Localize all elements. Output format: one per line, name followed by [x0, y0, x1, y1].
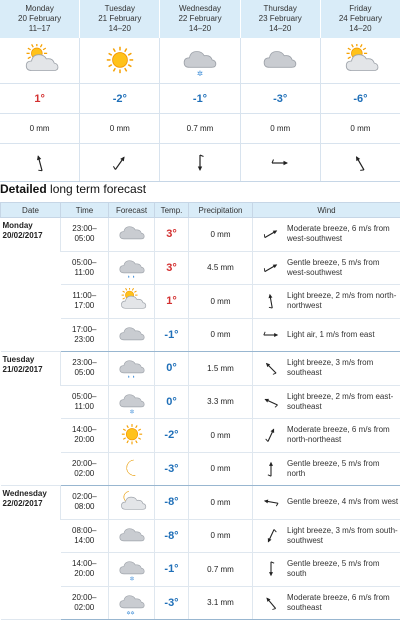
time-cell [61, 553, 109, 587]
wind-wrap [255, 287, 399, 315]
cloud-rain-icon [109, 255, 154, 281]
time-cell [61, 586, 109, 620]
forecast-cell [109, 285, 155, 319]
wind-direction-icon [255, 354, 287, 382]
wind-wrap [255, 388, 399, 416]
time-end: 11:00 [74, 267, 94, 277]
day-header [321, 0, 400, 38]
day-header-range: 14–20 [108, 24, 131, 33]
day-temp: -1° [160, 84, 240, 113]
wind-cell [253, 519, 400, 553]
day-temp: 1° [0, 84, 80, 113]
time-end: 23:00 [74, 334, 95, 344]
wind-direction-icon [80, 144, 160, 181]
day-temp: -2° [80, 84, 160, 113]
precip-cell: 0 mm [189, 519, 253, 553]
temp-cell: -1° [155, 318, 189, 352]
day-header-date: 22 February [178, 14, 222, 23]
wind-cell [253, 285, 400, 319]
wind-direction-icon [160, 144, 240, 181]
day-precip-row [0, 114, 400, 144]
cloud-snow2-icon [109, 590, 154, 616]
time-cell [61, 519, 109, 553]
wind-direction-icon [255, 287, 287, 315]
time-end: 05:00 [74, 234, 95, 244]
day-precip: 0 mm [241, 114, 321, 143]
wind-cell [253, 218, 400, 252]
wind-cell [253, 385, 400, 419]
time-start: 17:00– [72, 324, 97, 334]
day-header-date: 23 February [258, 14, 302, 23]
time-cell [61, 486, 109, 520]
col-header-wind: Wind [253, 203, 400, 218]
temp-cell: -1° [155, 553, 189, 587]
time-start: 20:00– [72, 592, 97, 602]
time-start: 02:00– [72, 492, 97, 502]
temp-cell: -3° [155, 586, 189, 620]
day-precip: 0 mm [80, 114, 160, 143]
table-row [1, 486, 400, 520]
day-temp-row [0, 84, 400, 114]
partly-cloudy-icon [0, 38, 80, 83]
partly-cloudy-icon [109, 288, 154, 314]
precip-cell: 1.5 mm [189, 352, 253, 386]
wind-direction-icon [255, 522, 287, 550]
wind-cell [253, 251, 400, 285]
forecast-cell [109, 318, 155, 352]
wind-wrap [255, 488, 399, 516]
table-row [1, 586, 400, 620]
wind-cell [253, 419, 400, 453]
svg-text:✲: ✲ [129, 409, 134, 415]
wind-description: Moderate breeze, 6 m/s from north-northeast [287, 425, 390, 445]
wind-description: Light breeze, 2 m/s from north-northwest [287, 291, 397, 311]
table-header-row [1, 203, 400, 218]
wind-direction-icon [241, 144, 321, 181]
wind-wrap [255, 220, 399, 248]
cloud-snow-icon [109, 389, 154, 415]
day-header-range: 14–20 [269, 24, 292, 33]
svg-text:✲: ✲ [196, 68, 204, 78]
wind-direction-icon [0, 144, 80, 181]
wind-description: Gentle breeze, 5 m/s from south [287, 559, 380, 579]
time-start: 23:00– [72, 224, 97, 234]
wind-description: Light breeze, 2 m/s from east-southeast [287, 391, 394, 411]
date-value: 22/02/2017 [2, 499, 43, 508]
date-value: 21/02/2017 [2, 365, 43, 374]
day-temp: -6° [353, 92, 368, 105]
day-header [241, 0, 321, 38]
time-end: 02:00 [74, 602, 95, 612]
wind-direction-icon [255, 589, 287, 617]
time-end: 20:00 [74, 435, 95, 445]
temp-cell: 3° [155, 251, 189, 285]
wind-wrap [255, 522, 399, 550]
temp-cell: -2° [155, 419, 189, 453]
table-row [1, 519, 400, 553]
wind-direction-icon [255, 388, 287, 416]
time-cell [61, 385, 109, 419]
table-row [1, 318, 400, 352]
precip-cell: 0 mm [189, 452, 253, 486]
temp-cell: 0° [155, 352, 189, 386]
wind-cell [253, 318, 400, 352]
day-header-name: Thursday [263, 4, 297, 13]
forecast-cell [109, 553, 155, 587]
forecast-cell [109, 519, 155, 553]
time-start: 11:00– [72, 291, 97, 301]
temp-cell: -3° [155, 452, 189, 486]
temp-cell: 1° [155, 285, 189, 319]
precip-cell: 0 mm [189, 285, 253, 319]
wind-description: Moderate breeze, 6 m/s from southeast [287, 592, 390, 612]
wind-direction-icon [321, 144, 400, 181]
time-cell [61, 218, 109, 252]
day-header [160, 0, 240, 38]
table-row [1, 385, 400, 419]
time-end: 17:00 [74, 301, 95, 311]
time-end: 08:00 [74, 502, 95, 512]
day-precip: 0 mm [350, 124, 371, 133]
day-header-name: Monday [25, 4, 54, 13]
day-header-date: 24 February [338, 14, 382, 23]
forecast-cell [109, 452, 155, 486]
wind-direction-icon [255, 488, 287, 516]
day-header-date: 20 February [18, 14, 62, 23]
precip-cell: 4.5 mm [189, 251, 253, 285]
time-cell [61, 318, 109, 352]
col-header-temp: Temp. [155, 203, 189, 218]
day-header-range: 14–20 [188, 24, 212, 33]
precip-cell: 3.1 mm [189, 586, 253, 620]
precip-cell: 0 mm [189, 419, 253, 453]
wind-wrap [255, 354, 399, 382]
wind-wrap [255, 455, 399, 483]
wind-cell [253, 553, 400, 587]
cloud-snow-icon [160, 38, 240, 83]
time-start: 14:00– [72, 559, 97, 569]
temp-cell: 3° [155, 218, 189, 252]
time-end: 02:00 [74, 468, 95, 478]
wind-direction-icon [255, 555, 287, 583]
precip-cell: 0 mm [189, 486, 253, 520]
table-row [1, 218, 400, 252]
table-row [1, 285, 400, 319]
wind-description: Gentle breeze, 5 m/s from north [287, 458, 380, 478]
date-cell [1, 218, 61, 352]
col-header-time: Time [61, 203, 109, 218]
forecast-cell [109, 251, 155, 285]
wind-description: Gentle breeze, 4 m/s from west [287, 497, 399, 507]
section-title [0, 182, 146, 196]
wind-direction-icon [255, 321, 287, 349]
cloudy-icon [109, 221, 154, 247]
cloudy-icon [109, 322, 154, 348]
svg-text:✲: ✲ [129, 576, 134, 583]
day-temp: -3° [241, 84, 321, 113]
day-wind-row [0, 144, 400, 181]
time-cell [61, 452, 109, 486]
cloud-rain-icon [109, 355, 154, 381]
cloud-snow-icon [109, 556, 154, 582]
wind-cell [253, 486, 400, 520]
wind-description: Light breeze, 3 m/s from south-southwest [287, 525, 398, 545]
time-end: 20:00 [74, 569, 95, 579]
col-header-forecast: Forecast [109, 203, 155, 218]
day-header-row [0, 0, 400, 38]
day-icon-row [0, 38, 400, 84]
day-header-name: Friday [349, 4, 372, 13]
day-header-name: Wednesday [178, 4, 222, 13]
wind-wrap [255, 555, 399, 583]
detailed-forecast-table [0, 202, 400, 620]
cloudy-icon [109, 523, 154, 549]
forecast-cell [109, 352, 155, 386]
time-cell [61, 352, 109, 386]
forecast-cell [109, 486, 155, 520]
wind-direction-icon [255, 455, 287, 483]
time-start: 05:00– [72, 391, 97, 401]
forecast-cell [109, 385, 155, 419]
forecast-cell [109, 419, 155, 453]
wind-description: Light air, 1 m/s from east [287, 329, 375, 339]
day-header-range: 11–17 [28, 24, 51, 33]
col-header-precip: Precipitation [189, 203, 253, 218]
wind-direction-icon [255, 220, 287, 248]
table-row [1, 251, 400, 285]
section-title-rest: long term forecast [46, 182, 147, 196]
day-precip: 0 mm [0, 114, 80, 143]
table-row [1, 553, 400, 587]
time-start: 08:00– [72, 525, 97, 535]
precip-cell: 3.3 mm [189, 385, 253, 419]
date-day: Tuesday [2, 355, 35, 364]
day-precip: 0.7 mm [160, 114, 240, 143]
wind-direction-icon [255, 421, 287, 449]
time-start: 05:00– [72, 257, 97, 267]
temp-cell: -8° [155, 519, 189, 553]
date-day: Monday [2, 221, 33, 230]
forecast-cell [109, 218, 155, 252]
day-header-name: Tuesday [104, 4, 135, 13]
wind-wrap [255, 589, 399, 617]
wind-cell [253, 586, 400, 620]
day-header [80, 0, 160, 38]
date-cell [1, 352, 61, 486]
wind-description: Gentle breeze, 5 m/s from west-southwest [287, 257, 380, 277]
time-end: 14:00 [74, 535, 95, 545]
time-end: 11:00 [74, 401, 94, 411]
cloudy-icon [241, 38, 321, 83]
svg-text:✲✲: ✲✲ [125, 610, 134, 616]
date-cell [1, 486, 61, 620]
time-end: 05:00 [74, 368, 95, 378]
col-header-date: Date [1, 203, 61, 218]
partly-cloudy-icon [321, 38, 400, 83]
precip-cell: 0.7 mm [189, 553, 253, 587]
table-row [1, 352, 400, 386]
wind-cell [253, 352, 400, 386]
wind-direction-icon [255, 254, 287, 282]
section-title-bold: Detailed [0, 182, 47, 196]
forecast-cell [109, 586, 155, 620]
wind-wrap [255, 421, 399, 449]
wind-description: Moderate breeze, 6 m/s from west-southwest [287, 224, 390, 244]
day-header-range: 14–20 [349, 24, 372, 33]
moon-icon [109, 456, 154, 482]
table-row [1, 452, 400, 486]
time-start: 14:00– [72, 425, 97, 435]
table-row [1, 419, 400, 453]
time-cell [61, 285, 109, 319]
moon-cloud-icon [109, 489, 154, 515]
temp-cell: 0° [155, 385, 189, 419]
wind-wrap [255, 321, 399, 349]
wind-wrap [255, 254, 399, 282]
wind-cell [253, 452, 400, 486]
time-cell [61, 419, 109, 453]
time-start: 23:00– [72, 358, 97, 368]
sunny-icon [80, 38, 160, 83]
date-value: 20/02/2017 [2, 231, 43, 240]
precip-cell: 0 mm [189, 318, 253, 352]
wind-description: Light breeze, 3 m/s from southeast [287, 358, 374, 378]
daily-forecast-strip [0, 0, 400, 182]
precip-cell: 0 mm [189, 218, 253, 252]
date-day: Wednesday [2, 489, 47, 498]
day-header [0, 0, 80, 38]
day-header-date: 21 February [98, 14, 142, 23]
sunny-icon [109, 422, 154, 448]
time-start: 20:00– [72, 458, 97, 468]
temp-cell: -8° [155, 486, 189, 520]
time-cell [61, 251, 109, 285]
